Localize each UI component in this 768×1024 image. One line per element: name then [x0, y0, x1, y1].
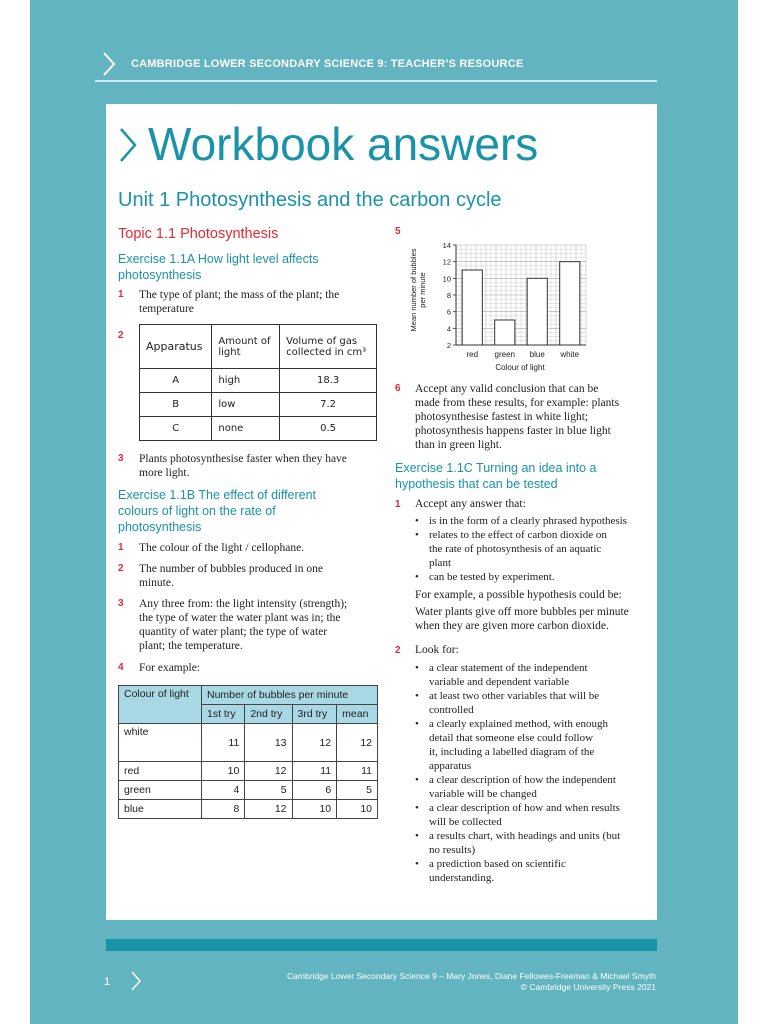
answer-line: Look for: [415, 644, 459, 656]
table-cell: 12 [245, 800, 292, 819]
answer-line: temperature [139, 303, 194, 315]
chevron-right-icon [100, 50, 118, 78]
table-cell: 18.3 [280, 369, 377, 393]
question-number: 3 [118, 598, 124, 609]
table-cell: 10 [292, 800, 337, 819]
answer-line: minute. [139, 577, 174, 589]
exercise-1-1a-heading [118, 251, 368, 283]
table-cell: 11 [292, 762, 337, 781]
table-header: Colour of light [119, 686, 202, 724]
table-header: 2nd try [245, 705, 292, 724]
exercise-title-line: photosynthesis [118, 268, 202, 282]
exercise-title-line: hypothesis that can be tested [395, 477, 558, 491]
answer-line: Water plants give off more bubbles per minute [415, 606, 629, 618]
table-row [119, 724, 378, 762]
y-tick-label: 8 [446, 291, 451, 300]
x-axis-label: Colour of light [495, 363, 545, 372]
list-item [415, 829, 655, 857]
y-tick-label: 4 [446, 324, 451, 334]
question-number: 5 [395, 226, 401, 237]
list-item-text: • a clear description of how the independent [429, 774, 616, 786]
y-axis-label-line: per minute [418, 272, 427, 308]
page-number: 1 [104, 976, 111, 988]
criteria-list [415, 514, 655, 584]
table-row [119, 781, 378, 800]
header-line: Amount of [218, 335, 271, 347]
answer-line: Accept any valid conclusion that can be [415, 383, 599, 395]
answer-line: photosynthesis happens faster in blue light [415, 425, 611, 437]
table-cell: 12 [337, 724, 378, 762]
header-line: light [218, 346, 241, 358]
bar-red [462, 270, 482, 345]
answer-line: Plants photosynthesise faster when they have [139, 453, 347, 465]
y-tick-label: 10 [442, 274, 451, 284]
list-item [415, 801, 655, 829]
table-header: Number of bubbles per minute [201, 686, 377, 705]
table-cell: 12 [292, 724, 337, 762]
list-item [415, 570, 655, 584]
question-number: 2 [395, 645, 401, 656]
table-cell: B [140, 393, 212, 417]
footer-credit-line: Cambridge Lower Secondary Science 9 – Mary Jones, Diane Fellowes-Freeman & Michael Smyth [287, 971, 656, 981]
table-cell: 7.2 [280, 393, 377, 417]
question-number: 1 [118, 289, 124, 300]
x-tick-label: white [560, 350, 580, 359]
header-line: collected in cm³ [286, 346, 367, 358]
table-cell: green [119, 781, 202, 800]
table-cell: high [212, 369, 280, 393]
table-row [119, 800, 378, 819]
apparatus-table [139, 324, 377, 441]
table-cell: 0.5 [280, 417, 377, 441]
bar-blue [527, 278, 547, 345]
table-header [280, 325, 377, 369]
answer-line: quantity of water plant; the type of water [139, 626, 328, 638]
y-tick-label: 14 [442, 241, 451, 250]
table-cell: 11 [337, 762, 378, 781]
answer-1-1b-q2 [139, 562, 323, 590]
table-header: 3rd try [292, 705, 337, 724]
list-item [415, 857, 655, 885]
list-item [415, 661, 655, 689]
answer-line: than in green light. [415, 439, 502, 451]
list-item-text: detail that someone else could follow [429, 732, 594, 744]
table-cell: C [140, 417, 212, 441]
table-cell: low [212, 393, 280, 417]
list-item-text: understanding. [429, 872, 495, 884]
header-line: Volume of gas [286, 335, 358, 347]
table-cell: 5 [245, 781, 292, 800]
bar-white [560, 262, 580, 345]
question-number: 3 [118, 453, 124, 464]
question-number: 2 [118, 563, 124, 574]
table-header [212, 325, 280, 369]
list-item-text: will be collected [429, 816, 502, 828]
list-item-text: • at least two other variables that will be [429, 690, 600, 702]
chevron-right-icon [129, 970, 143, 992]
list-item-text: • a results chart, with headings and units (but [429, 830, 621, 842]
exercise-title-line: Exercise 1.1C Turning an idea into a [395, 461, 597, 475]
table-cell: 8 [201, 800, 244, 819]
question-number: 1 [395, 499, 401, 510]
list-item-text: • a clear statement of the independent [429, 662, 588, 674]
bubbles-table [118, 685, 378, 819]
answer-line: The number of bubbles produced in one [139, 563, 323, 575]
table-cell: 10 [337, 800, 378, 819]
answer-line: when they are given more carbon dioxide. [415, 620, 609, 632]
answer-1-1a-q3 [139, 452, 347, 480]
table-cell: 10 [201, 762, 244, 781]
x-tick-label: blue [529, 350, 545, 359]
exercise-title-line: Exercise 1.1A How light level affects [118, 252, 319, 266]
answer-1-1c-q2 [415, 643, 655, 885]
list-item [415, 528, 655, 570]
answer-line: Any three from: the light intensity (strength); [139, 598, 348, 610]
list-item [415, 773, 655, 801]
table-cell: 4 [201, 781, 244, 800]
answer-1-1c-q1 [415, 497, 655, 633]
table-cell: 12 [245, 762, 292, 781]
y-tick-label: 2 [446, 341, 451, 350]
answer-line: more light. [139, 467, 190, 479]
table-cell: 5 [337, 781, 378, 800]
exercise-title-line: colours of light on the rate of [118, 504, 276, 518]
table-header: Apparatus [140, 325, 212, 369]
exercise-title-line: photosynthesis [118, 520, 202, 534]
chart-x-ticks [466, 350, 579, 359]
table-cell: A [140, 369, 212, 393]
question-number: 4 [118, 662, 124, 673]
topic-heading: Topic 1.1 Photosynthesis [118, 226, 279, 242]
list-item-text: plant [429, 557, 451, 569]
list-item-text: apparatus [429, 760, 472, 772]
page-title-text: Workbook answers [148, 118, 539, 170]
table-cell: white [119, 724, 202, 762]
answer-line: photosynthesise fastest in white light; [415, 411, 589, 423]
list-item-text: is in the form of a clearly phrased hypothesis [429, 515, 627, 527]
table-cell: 13 [245, 724, 292, 762]
header-title: CAMBRIDGE LOWER SECONDARY SCIENCE 9: TEACHER’S RESOURCE [131, 58, 524, 70]
answer-line: plant; the temperature. [139, 640, 243, 652]
list-item-text: variable and dependent variable [429, 676, 570, 688]
question-number: 6 [395, 383, 401, 394]
list-item-text: • a clearly explained method, with enough [429, 718, 608, 730]
table-cell: red [119, 762, 202, 781]
list-item-text: controlled [429, 704, 474, 716]
y-tick-label: 6 [446, 307, 451, 317]
list-item-text: it, including a labelled diagram of the [429, 746, 595, 758]
list-item-text: variable will be changed [429, 788, 537, 800]
answer-line: For example, a possible hypothesis could be: [415, 589, 622, 601]
table-header: mean [337, 705, 378, 724]
list-item [415, 689, 655, 717]
answer-1-1a-q1 [139, 288, 339, 316]
answer-line: Accept any answer that: [415, 498, 526, 510]
table-row [119, 762, 378, 781]
table-cell: none [212, 417, 280, 441]
list-item-text: no results) [429, 844, 476, 856]
list-item-text: can be tested by experiment. [429, 571, 555, 583]
look-for-list [415, 661, 655, 885]
footer-band [106, 939, 657, 951]
y-axis-label-line: Mean number of bubbles [409, 248, 418, 332]
chevron-right-icon [118, 125, 138, 165]
question-number: 2 [118, 330, 124, 341]
y-tick-label: 12 [442, 257, 451, 267]
table-cell: 11 [201, 724, 244, 762]
list-item-text: • a clear description of how and when results [429, 802, 620, 814]
x-tick-label: red [466, 350, 479, 359]
answer-line: The type of plant; the mass of the plant; the [139, 289, 340, 301]
list-item-text: • relates to the effect of carbon dioxide on [429, 529, 607, 541]
exercise-1-1b-heading [118, 487, 378, 535]
page-title [118, 114, 538, 174]
header-rule [95, 80, 657, 82]
answer-line: made from these results, for example: plants [415, 397, 620, 409]
question-number: 1 [118, 542, 124, 553]
list-item-text: • a prediction based on scientific [429, 858, 566, 870]
footer-credits [287, 971, 656, 993]
table-cell: blue [119, 800, 202, 819]
answer-q6 [415, 382, 619, 452]
answer-1-1b-q4: For example: [139, 662, 200, 674]
list-item-text: the rate of photosynthesis of an aquatic [429, 543, 602, 555]
answer-line: the type of water the water plant was in; the [139, 612, 341, 624]
table-cell: 6 [292, 781, 337, 800]
answer-1-1b-q3 [139, 597, 347, 653]
list-item [415, 717, 655, 773]
x-tick-label: green [494, 350, 515, 359]
footer-copyright-line: © Cambridge University Press 2021 [520, 982, 656, 992]
exercise-1-1c-heading [395, 460, 655, 492]
list-item [415, 514, 655, 528]
exercise-title-line: Exercise 1.1B The effect of different [118, 488, 317, 502]
answer-1-1b-q1: The colour of the light / cellophane. [139, 542, 305, 554]
chart-y-ticks [443, 241, 456, 350]
table-header: 1st try [201, 705, 244, 724]
bubbles-bar-chart [410, 232, 600, 377]
unit-title: Unit 1 Photosynthesis and the carbon cycle [118, 189, 502, 211]
bar-green [495, 320, 515, 345]
